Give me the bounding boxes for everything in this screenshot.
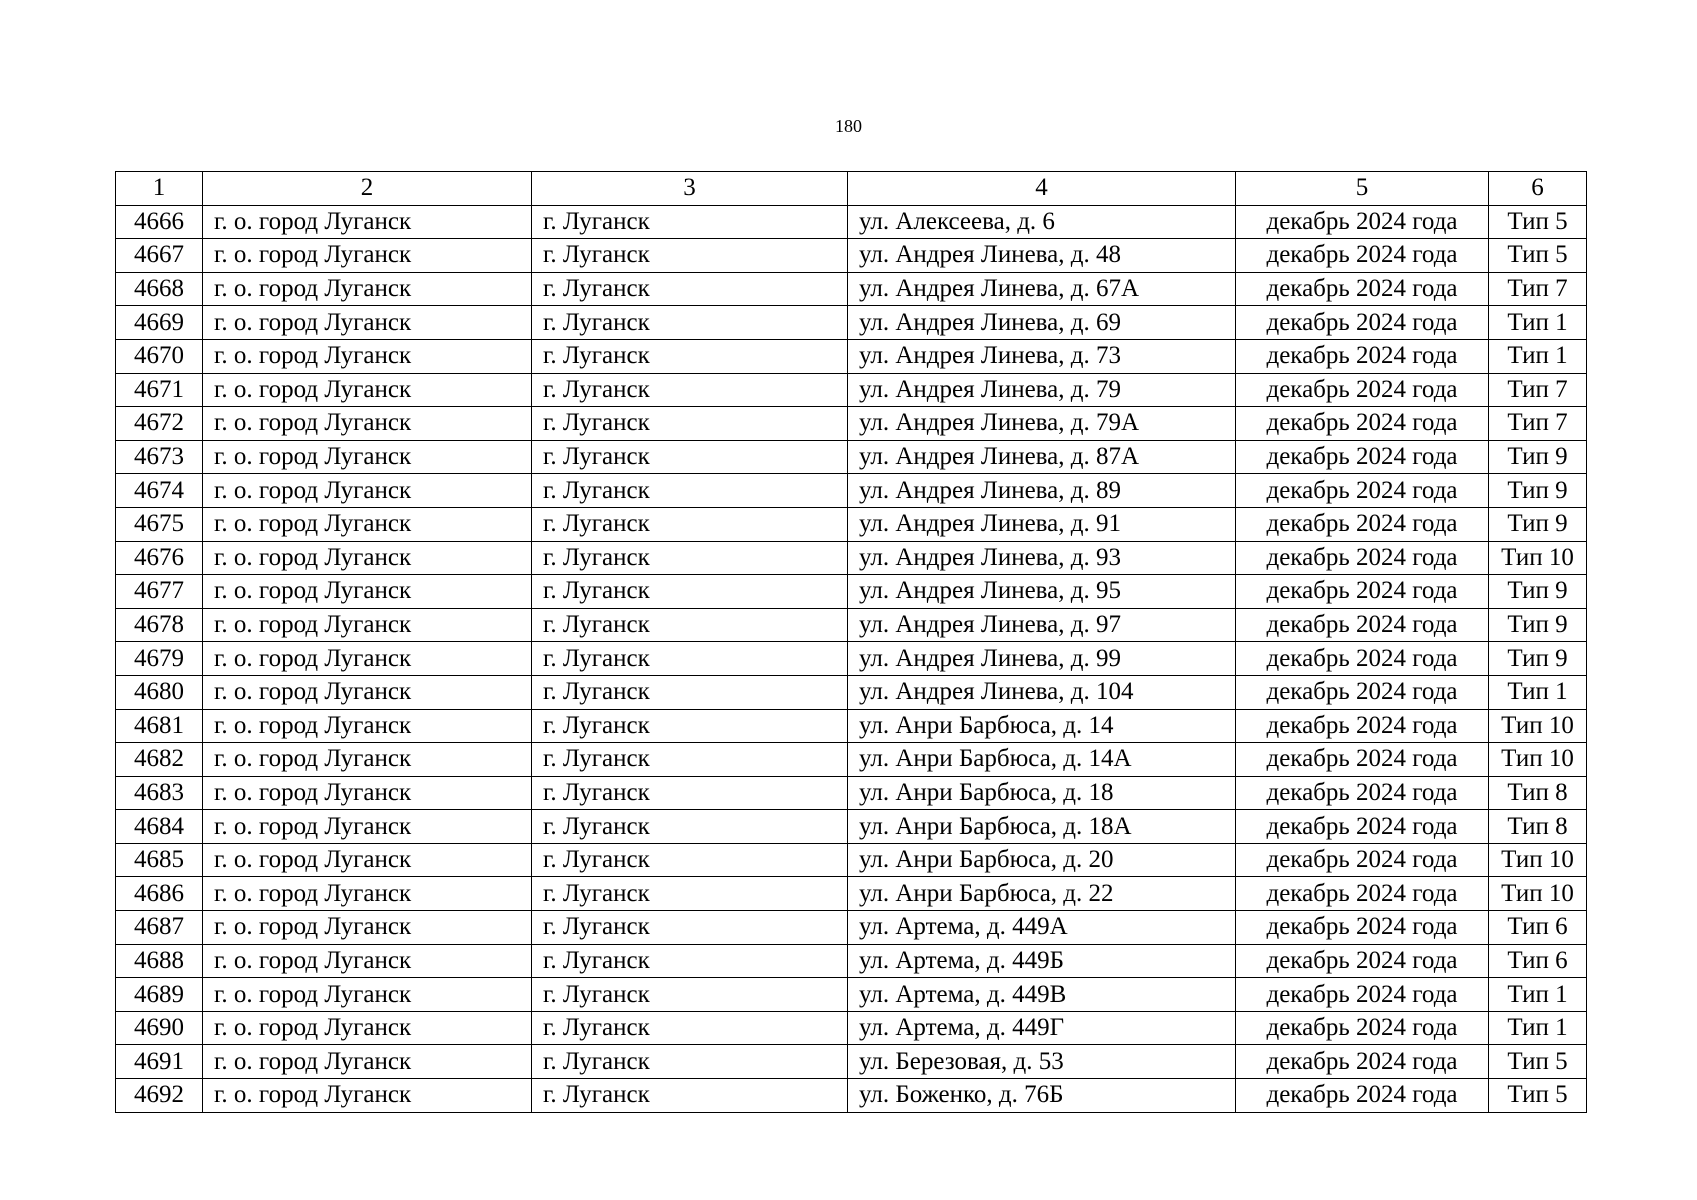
table-row [116,373,1587,407]
municipal-district-cell: г. о. город Луганск [203,911,532,945]
settlement-cell: г. Луганск [532,272,848,306]
table-row [116,239,1587,273]
address-cell: ул. Андрея Линева, д. 97 [848,608,1236,642]
row-number-cell: 4669 [116,306,203,340]
address-cell: ул. Андрея Линева, д. 73 [848,339,1236,373]
settlement-cell: г. Луганск [532,911,848,945]
type-cell: Тип 7 [1489,272,1587,306]
municipal-district-cell: г. о. город Луганск [203,239,532,273]
address-cell: ул. Андрея Линева, д. 93 [848,541,1236,575]
type-cell: Тип 9 [1489,575,1587,609]
table-row [116,1079,1587,1113]
type-cell: Тип 9 [1489,608,1587,642]
type-cell: Тип 9 [1489,507,1587,541]
address-cell: ул. Анри Барбюса, д. 18А [848,810,1236,844]
type-cell: Тип 6 [1489,911,1587,945]
table-row [116,675,1587,709]
table-row [116,776,1587,810]
address-cell: ул. Андрея Линева, д. 79А [848,407,1236,441]
deadline-cell: декабрь 2024 года [1236,743,1489,777]
table-row [116,272,1587,306]
table-row [116,843,1587,877]
municipal-district-cell: г. о. город Луганск [203,877,532,911]
address-cell: ул. Анри Барбюса, д. 14А [848,743,1236,777]
municipal-district-cell: г. о. город Луганск [203,339,532,373]
table-row [116,575,1587,609]
header-row [116,172,1587,206]
deadline-cell: декабрь 2024 года [1236,474,1489,508]
table-row [116,944,1587,978]
deadline-cell: декабрь 2024 года [1236,1011,1489,1045]
column-header-3: 3 [532,172,848,206]
row-number-cell: 4684 [116,810,203,844]
table-row [116,877,1587,911]
table-row [116,743,1587,777]
address-cell: ул. Андрея Линева, д. 99 [848,642,1236,676]
deadline-cell: декабрь 2024 года [1236,843,1489,877]
deadline-cell: декабрь 2024 года [1236,373,1489,407]
row-number-cell: 4688 [116,944,203,978]
column-header-4: 4 [848,172,1236,206]
settlement-cell: г. Луганск [532,339,848,373]
type-cell: Тип 1 [1489,675,1587,709]
address-cell: ул. Боженко, д. 76Б [848,1079,1236,1113]
register-table [115,171,1587,1113]
municipal-district-cell: г. о. город Луганск [203,306,532,340]
page-number: 180 [835,116,862,136]
row-number-cell: 4675 [116,507,203,541]
deadline-cell: декабрь 2024 года [1236,575,1489,609]
deadline-cell: декабрь 2024 года [1236,709,1489,743]
municipal-district-cell: г. о. город Луганск [203,608,532,642]
deadline-cell: декабрь 2024 года [1236,642,1489,676]
settlement-cell: г. Луганск [532,205,848,239]
row-number-cell: 4679 [116,642,203,676]
municipal-district-cell: г. о. город Луганск [203,575,532,609]
row-number-cell: 4676 [116,541,203,575]
type-cell: Тип 5 [1489,205,1587,239]
municipal-district-cell: г. о. город Луганск [203,843,532,877]
address-cell: ул. Анри Барбюса, д. 18 [848,776,1236,810]
row-number-cell: 4670 [116,339,203,373]
municipal-district-cell: г. о. город Луганск [203,205,532,239]
table-row [116,541,1587,575]
table-row [116,339,1587,373]
municipal-district-cell: г. о. город Луганск [203,1011,532,1045]
address-cell: ул. Андрея Линева, д. 104 [848,675,1236,709]
table-body [116,172,1587,1113]
deadline-cell: декабрь 2024 года [1236,541,1489,575]
type-cell: Тип 8 [1489,776,1587,810]
row-number-cell: 4686 [116,877,203,911]
deadline-cell: декабрь 2024 года [1236,911,1489,945]
column-header-1: 1 [116,172,203,206]
settlement-cell: г. Луганск [532,978,848,1012]
municipal-district-cell: г. о. город Луганск [203,1079,532,1113]
municipal-district-cell: г. о. город Луганск [203,642,532,676]
row-number-cell: 4680 [116,675,203,709]
municipal-district-cell: г. о. город Луганск [203,373,532,407]
settlement-cell: г. Луганск [532,507,848,541]
table-row [116,978,1587,1012]
type-cell: Тип 6 [1489,944,1587,978]
municipal-district-cell: г. о. город Луганск [203,1045,532,1079]
type-cell: Тип 5 [1489,1079,1587,1113]
address-cell: ул. Андрея Линева, д. 67А [848,272,1236,306]
settlement-cell: г. Луганск [532,541,848,575]
settlement-cell: г. Луганск [532,944,848,978]
deadline-cell: декабрь 2024 года [1236,944,1489,978]
municipal-district-cell: г. о. город Луганск [203,743,532,777]
settlement-cell: г. Луганск [532,810,848,844]
address-cell: ул. Анри Барбюса, д. 14 [848,709,1236,743]
table-row [116,608,1587,642]
row-number-cell: 4689 [116,978,203,1012]
table-row [116,306,1587,340]
deadline-cell: декабрь 2024 года [1236,675,1489,709]
settlement-cell: г. Луганск [532,1011,848,1045]
deadline-cell: декабрь 2024 года [1236,877,1489,911]
settlement-cell: г. Луганск [532,440,848,474]
table-row [116,911,1587,945]
address-cell: ул. Артема, д. 449Б [848,944,1236,978]
row-number-cell: 4691 [116,1045,203,1079]
row-number-cell: 4683 [116,776,203,810]
type-cell: Тип 7 [1489,373,1587,407]
row-number-cell: 4692 [116,1079,203,1113]
deadline-cell: декабрь 2024 года [1236,205,1489,239]
type-cell: Тип 5 [1489,239,1587,273]
table-row [116,810,1587,844]
settlement-cell: г. Луганск [532,474,848,508]
row-number-cell: 4682 [116,743,203,777]
municipal-district-cell: г. о. город Луганск [203,709,532,743]
settlement-cell: г. Луганск [532,373,848,407]
municipal-district-cell: г. о. город Луганск [203,272,532,306]
address-cell: ул. Анри Барбюса, д. 20 [848,843,1236,877]
settlement-cell: г. Луганск [532,608,848,642]
address-cell: ул. Андрея Линева, д. 91 [848,507,1236,541]
municipal-district-cell: г. о. город Луганск [203,507,532,541]
settlement-cell: г. Луганск [532,1045,848,1079]
settlement-cell: г. Луганск [532,709,848,743]
type-cell: Тип 1 [1489,978,1587,1012]
address-cell: ул. Андрея Линева, д. 87А [848,440,1236,474]
table-row [116,642,1587,676]
municipal-district-cell: г. о. город Луганск [203,407,532,441]
row-number-cell: 4685 [116,843,203,877]
address-cell: ул. Андрея Линева, д. 79 [848,373,1236,407]
municipal-district-cell: г. о. город Луганск [203,944,532,978]
settlement-cell: г. Луганск [532,843,848,877]
type-cell: Тип 1 [1489,339,1587,373]
type-cell: Тип 9 [1489,642,1587,676]
address-cell: ул. Андрея Линева, д. 95 [848,575,1236,609]
settlement-cell: г. Луганск [532,642,848,676]
row-number-cell: 4671 [116,373,203,407]
settlement-cell: г. Луганск [532,877,848,911]
deadline-cell: декабрь 2024 года [1236,306,1489,340]
type-cell: Тип 10 [1489,877,1587,911]
address-cell: ул. Артема, д. 449Г [848,1011,1236,1045]
deadline-cell: декабрь 2024 года [1236,339,1489,373]
municipal-district-cell: г. о. город Луганск [203,810,532,844]
row-number-cell: 4674 [116,474,203,508]
row-number-cell: 4667 [116,239,203,273]
settlement-cell: г. Луганск [532,743,848,777]
municipal-district-cell: г. о. город Луганск [203,474,532,508]
deadline-cell: декабрь 2024 года [1236,810,1489,844]
municipal-district-cell: г. о. город Луганск [203,675,532,709]
address-cell: ул. Андрея Линева, д. 69 [848,306,1236,340]
address-cell: ул. Березовая, д. 53 [848,1045,1236,1079]
column-header-5: 5 [1236,172,1489,206]
type-cell: Тип 10 [1489,541,1587,575]
type-cell: Тип 10 [1489,843,1587,877]
table-row [116,1045,1587,1079]
row-number-cell: 4678 [116,608,203,642]
column-header-2: 2 [203,172,532,206]
row-number-cell: 4681 [116,709,203,743]
address-cell: ул. Артема, д. 449В [848,978,1236,1012]
row-number-cell: 4666 [116,205,203,239]
row-number-cell: 4677 [116,575,203,609]
type-cell: Тип 9 [1489,440,1587,474]
type-cell: Тип 8 [1489,810,1587,844]
address-cell: ул. Андрея Линева, д. 89 [848,474,1236,508]
deadline-cell: декабрь 2024 года [1236,1045,1489,1079]
type-cell: Тип 10 [1489,709,1587,743]
address-cell: ул. Алексеева, д. 6 [848,205,1236,239]
settlement-cell: г. Луганск [532,1079,848,1113]
table-row [116,205,1587,239]
deadline-cell: декабрь 2024 года [1236,239,1489,273]
address-cell: ул. Андрея Линева, д. 48 [848,239,1236,273]
deadline-cell: декабрь 2024 года [1236,978,1489,1012]
deadline-cell: декабрь 2024 года [1236,440,1489,474]
municipal-district-cell: г. о. город Луганск [203,440,532,474]
settlement-cell: г. Луганск [532,306,848,340]
table-row [116,709,1587,743]
settlement-cell: г. Луганск [532,575,848,609]
table-row [116,440,1587,474]
type-cell: Тип 1 [1489,306,1587,340]
type-cell: Тип 7 [1489,407,1587,441]
address-cell: ул. Анри Барбюса, д. 22 [848,877,1236,911]
row-number-cell: 4672 [116,407,203,441]
deadline-cell: декабрь 2024 года [1236,608,1489,642]
deadline-cell: декабрь 2024 года [1236,272,1489,306]
municipal-district-cell: г. о. город Луганск [203,541,532,575]
row-number-cell: 4673 [116,440,203,474]
deadline-cell: декабрь 2024 года [1236,1079,1489,1113]
type-cell: Тип 1 [1489,1011,1587,1045]
deadline-cell: декабрь 2024 года [1236,776,1489,810]
municipal-district-cell: г. о. город Луганск [203,978,532,1012]
type-cell: Тип 10 [1489,743,1587,777]
table-row [116,407,1587,441]
settlement-cell: г. Луганск [532,407,848,441]
address-cell: ул. Артема, д. 449А [848,911,1236,945]
row-number-cell: 4687 [116,911,203,945]
municipal-district-cell: г. о. город Луганск [203,776,532,810]
table-row [116,474,1587,508]
type-cell: Тип 5 [1489,1045,1587,1079]
row-number-cell: 4690 [116,1011,203,1045]
settlement-cell: г. Луганск [532,239,848,273]
table-row [116,1011,1587,1045]
row-number-cell: 4668 [116,272,203,306]
column-header-6: 6 [1489,172,1587,206]
type-cell: Тип 9 [1489,474,1587,508]
settlement-cell: г. Луганск [532,675,848,709]
deadline-cell: декабрь 2024 года [1236,507,1489,541]
table-row [116,507,1587,541]
deadline-cell: декабрь 2024 года [1236,407,1489,441]
settlement-cell: г. Луганск [532,776,848,810]
